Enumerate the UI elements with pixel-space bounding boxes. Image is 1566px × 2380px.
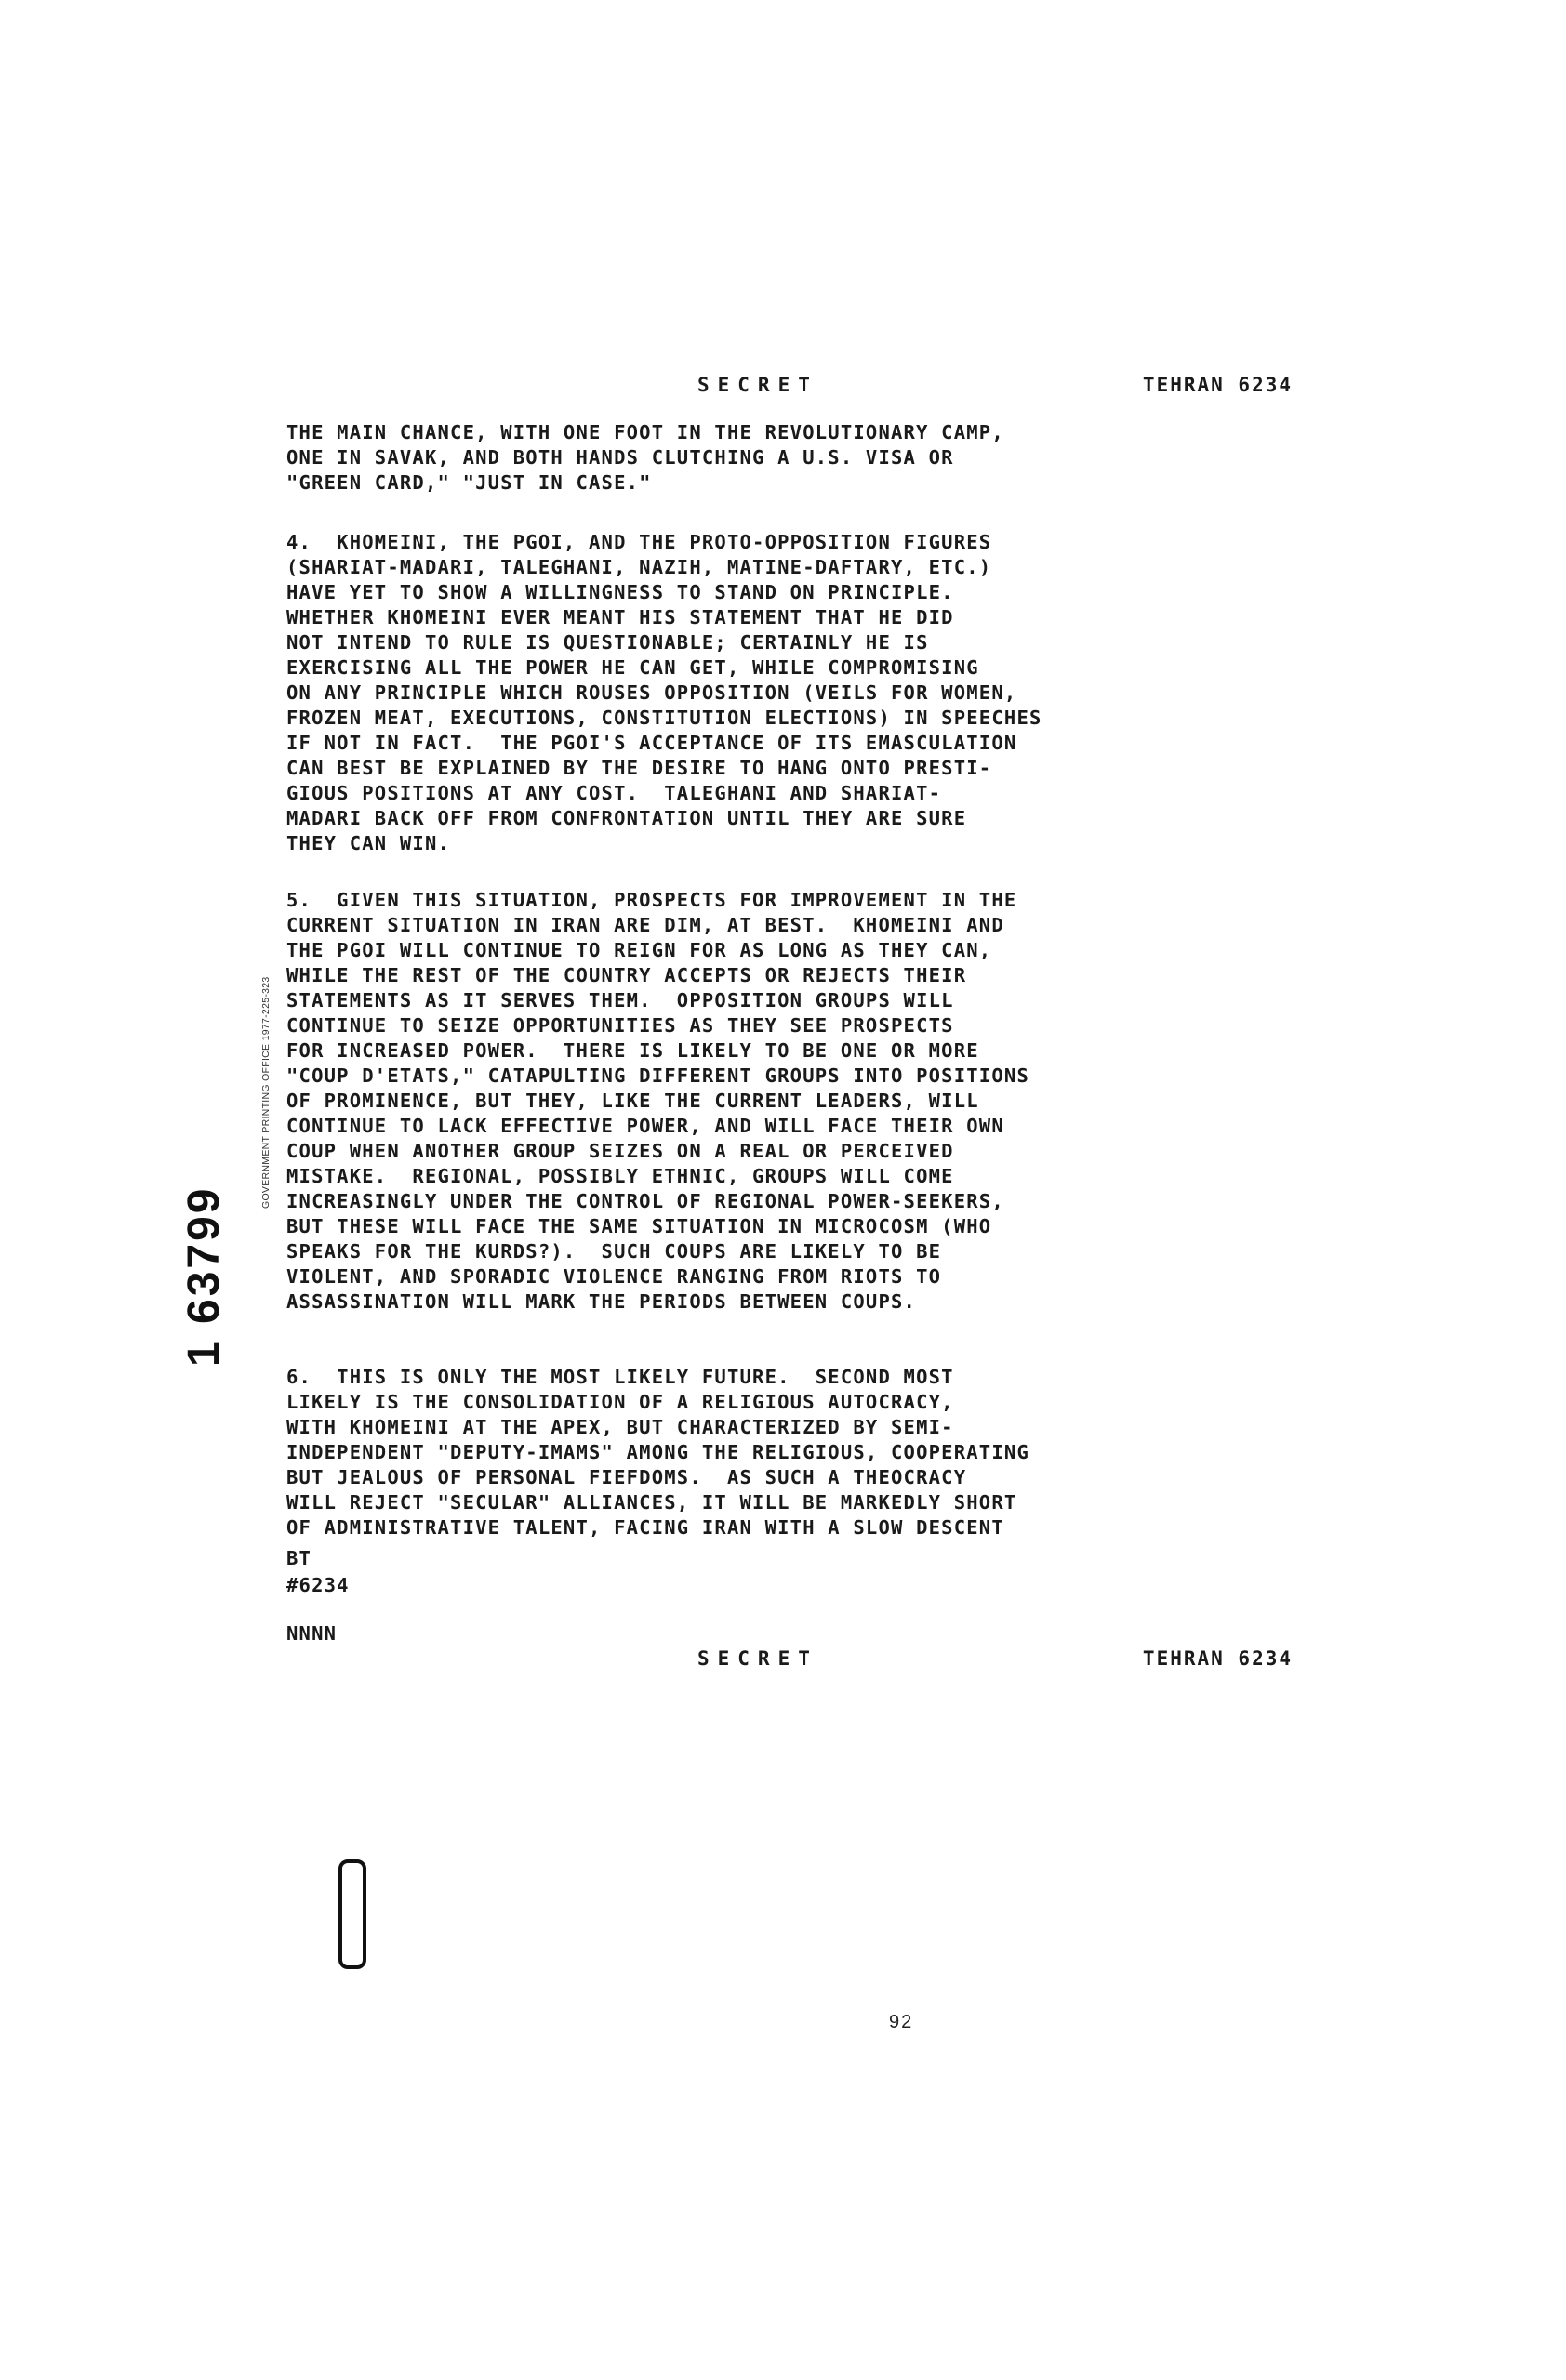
- text-line: MISTAKE. REGIONAL, POSSIBLY ETHNIC, GROUPS WILL COME: [286, 1165, 954, 1187]
- end-of-message: NNNN: [286, 1622, 338, 1645]
- paragraph-4: [286, 530, 1291, 856]
- text-line: INDEPENDENT "DEPUTY-IMAMS" AMONG THE RELIGIOUS, COOPERATING: [286, 1441, 1029, 1463]
- printing-office-note: GOVERNMENT PRINTING OFFICE 1977-225-323: [260, 976, 272, 1209]
- page-number: 92: [889, 2012, 914, 2032]
- text-line: ON ANY PRINCIPLE WHICH ROUSES OPPOSITION (VEILS FOR WOMEN,: [286, 681, 1017, 704]
- text-line: (SHARIAT-MADARI, TALEGHANI, NAZIH, MATINE-DAFTARY, ETC.): [286, 556, 992, 578]
- text-line: VIOLENT, AND SPORADIC VIOLENCE RANGING FROM RIOTS TO: [286, 1265, 942, 1288]
- text-line: NOT INTEND TO RULE IS QUESTIONABLE; CERTAINLY HE IS: [286, 631, 929, 654]
- binder-mark: [338, 1859, 366, 1969]
- text-line: WILL REJECT "SECULAR" ALLIANCES, IT WILL BE MARKEDLY SHORT: [286, 1491, 1017, 1514]
- text-line: BUT JEALOUS OF PERSONAL FIEFDOMS. AS SUCH A THEOCRACY: [286, 1466, 967, 1488]
- text-line: COUP WHEN ANOTHER GROUP SEIZES ON A REAL OR PERCEIVED: [286, 1140, 954, 1162]
- paragraph-5: [286, 888, 1291, 1315]
- text-line: FOR INCREASED POWER. THERE IS LIKELY TO BE ONE OR MORE: [286, 1039, 979, 1062]
- text-line: CURRENT SITUATION IN IRAN ARE DIM, AT BEST. KHOMEINI AND: [286, 914, 1004, 936]
- cable-reference: TEHRAN 6234: [1142, 1647, 1293, 1670]
- text-line: MADARI BACK OFF FROM CONFRONTATION UNTIL THEY ARE SURE: [286, 807, 967, 829]
- text-line: EXERCISING ALL THE POWER HE CAN GET, WHILE COMPROMISING: [286, 656, 979, 679]
- text-line: 6. THIS IS ONLY THE MOST LIKELY FUTURE. SECOND MOST: [286, 1366, 954, 1388]
- text-line: 5. GIVEN THIS SITUATION, PROSPECTS FOR IMPROVEMENT IN THE: [286, 889, 1017, 911]
- classification-marking: SECRET: [697, 374, 818, 396]
- paragraph-6: [286, 1365, 1291, 1540]
- text-line: STATEMENTS AS IT SERVES THEM. OPPOSITION GROUPS WILL: [286, 989, 954, 1012]
- text-line: "COUP D'ETATS," CATAPULTING DIFFERENT GROUPS INTO POSITIONS: [286, 1064, 1029, 1087]
- text-line: WHETHER KHOMEINI EVER MEANT HIS STATEMENT THAT HE DID: [286, 606, 954, 628]
- text-line: LIKELY IS THE CONSOLIDATION OF A RELIGIOUS AUTOCRACY,: [286, 1391, 954, 1413]
- text-line: THE PGOI WILL CONTINUE TO REIGN FOR AS LONG AS THEY CAN,: [286, 939, 992, 961]
- text-line: THE MAIN CHANCE, WITH ONE FOOT IN THE REVOLUTIONARY CAMP,: [286, 421, 1004, 443]
- text-line: ASSASSINATION WILL MARK THE PERIODS BETWEEN COUPS.: [286, 1290, 917, 1313]
- text-line: "GREEN CARD," "JUST IN CASE.": [286, 471, 652, 494]
- header-bottom: [288, 1647, 1293, 1675]
- text-line: FROZEN MEAT, EXECUTIONS, CONSTITUTION ELECTIONS) IN SPEECHES: [286, 707, 1042, 729]
- text-line: CONTINUE TO SEIZE OPPORTUNITIES AS THEY SEE PROSPECTS: [286, 1014, 954, 1037]
- text-line: OF ADMINISTRATIVE TALENT, FACING IRAN WITH A SLOW DESCENT: [286, 1516, 1004, 1539]
- text-line: ONE IN SAVAK, AND BOTH HANDS CLUTCHING A U.S. VISA OR: [286, 446, 954, 469]
- classification-marking: SECRET: [697, 1647, 818, 1670]
- text-line: OF PROMINENCE, BUT THEY, LIKE THE CURRENT LEADERS, WILL: [286, 1090, 979, 1112]
- text-line: WITH KHOMEINI AT THE APEX, BUT CHARACTERIZED BY SEMI-: [286, 1416, 954, 1438]
- break-marker: BT: [286, 1547, 312, 1569]
- text-line: WHILE THE REST OF THE COUNTRY ACCEPTS OR REJECTS THEIR: [286, 964, 967, 986]
- text-line: BUT THESE WILL FACE THE SAME SITUATION IN MICROCOSM (WHO: [286, 1215, 992, 1237]
- cable-reference: TEHRAN 6234: [1142, 374, 1293, 396]
- header-top: [288, 374, 1293, 402]
- text-line: SPEAKS FOR THE KURDS?). SUCH COUPS ARE LIKELY TO BE: [286, 1240, 942, 1263]
- document-number-stamp: 1 63799: [179, 1185, 229, 1367]
- text-line: CAN BEST BE EXPLAINED BY THE DESIRE TO HANG ONTO PRESTI-: [286, 757, 992, 779]
- text-line: CONTINUE TO LACK EFFECTIVE POWER, AND WILL FACE THEIR OWN: [286, 1115, 1004, 1137]
- message-number: #6234: [286, 1574, 350, 1596]
- text-line: 4. KHOMEINI, THE PGOI, AND THE PROTO-OPPOSITION FIGURES: [286, 531, 992, 553]
- text-line: INCREASINGLY UNDER THE CONTROL OF REGIONAL POWER-SEEKERS,: [286, 1190, 1004, 1212]
- text-line: HAVE YET TO SHOW A WILLINGNESS TO STAND ON PRINCIPLE.: [286, 581, 954, 603]
- continuation-paragraph: [286, 420, 1291, 496]
- text-line: GIOUS POSITIONS AT ANY COST. TALEGHANI AND SHARIAT-: [286, 782, 942, 804]
- text-line: THEY CAN WIN.: [286, 832, 451, 854]
- text-line: IF NOT IN FACT. THE PGOI'S ACCEPTANCE OF ITS EMASCULATION: [286, 732, 1017, 754]
